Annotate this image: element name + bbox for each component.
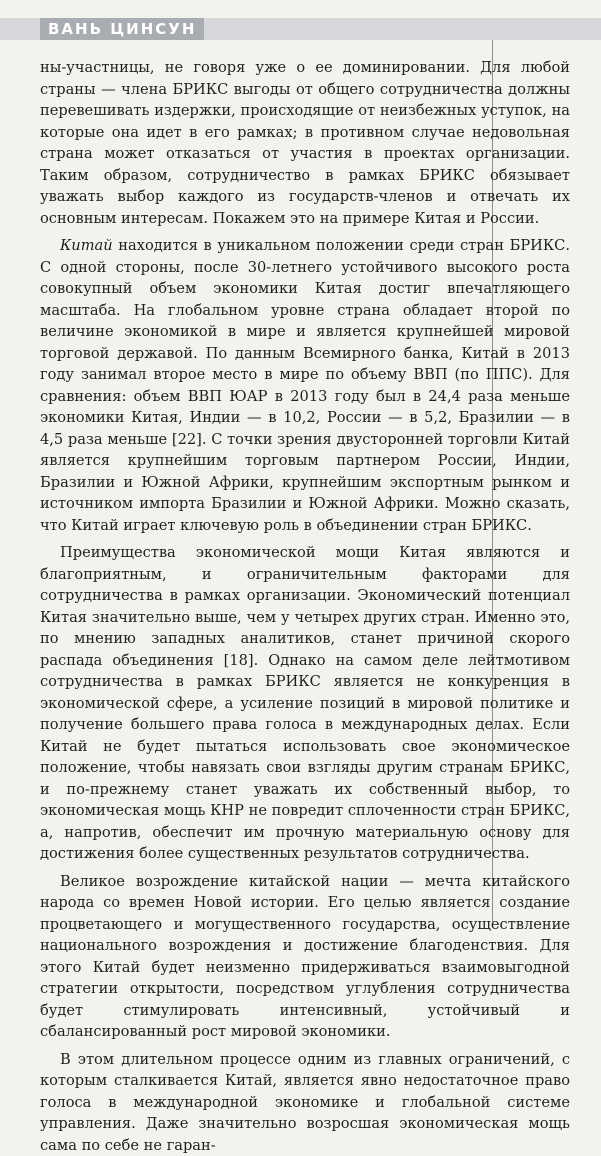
paragraph-2-text: находится в уникальном положении среди стран БРИКС. С одной стороны, после 30-летнего устойчивого высокого роста совокупный объем экономики Китая достиг впечатляющего масштаба. На глобальном уровне страна обладает второй по величине экономикой в мире и является крупнейшей мировой торговой державой. По данным Всемирного банка, Китай в 2013 году занимал второе место в мире по объему ВВП (по ППС). Для сравнения: объем ВВП ЮАР в 2013 году был в 24,4 раза меньше экономики Китая, Индии — в 10,2, России — в 5,2, Бразилии — в 4,5 раза меньше [22]. С точки зрения двусторонней торговли Китай является крупнейшим торговым партнером России, Индии, Бразилии и Южной Африки, крупнейшим экспортным рынком и источником импорта Бразилии и Южной Африки. Можно сказать, что Китай играет ключевую роль в объединении стран БРИКС. [40,237,570,534]
paragraph-3 [40,542,570,865]
paragraph-5-text: В этом длительном процессе одним из главных ограничений, с которым сталкивается Китай, является явно недостаточное право голоса в международной экономике и глобальной системе управления. Даже значительно возросшая экономическая мощь сама по себе не гаран- [40,1051,570,1154]
running-head: ВАНЬ ЦИНСУН [40,18,204,40]
paragraph-5 [40,1049,570,1156]
paragraph-1 [40,57,570,229]
paragraph-2-lead: Китай [60,237,113,254]
paragraph-2 [40,235,570,536]
paragraph-1-text: ны-участницы, не говоря уже о ее доминировании. Для любой страны — члена БРИКС выгоды от общего сотрудничества должны перевешивать издержки, происходящие от неизбежных уступок, на которые она идет в его рамках; в противном случае недовольная страна может отказаться от участия в проектах организации. Таким образом, сотрудничество в рамках БРИКС обязывает уважать выбор каждого из государств-членов и отвечать их основным интересам. Покажем это на примере Китая и России. [40,59,570,227]
paragraph-3-text: Преимущества экономической мощи Китая являются и благоприятным, и ограничительным факторами для сотрудничества в рамках организации. Экономический потенциал Китая значительно выше, чем у четырех других стран. Именно это, по мнению западных аналитиков, станет причиной скорого распада объединения [18]. Однако на самом деле лейтмотивом сотрудничества в рамках БРИКС является не конкуренция в экономической сфере, а усиление позиций в мировой политике и получение большего права голоса в международных делах. Если Китай не будет пытаться использовать свое экономическое положение, чтобы навязать свои взгляды другим странам БРИКС, и по-прежнему станет уважать их собственный выбор, то экономическая мощь КНР не повредит сплоченности стран БРИКС, а, напротив, обеспечит им прочную материальную основу для достижения более существенных результатов сотрудничества. [40,544,570,862]
paragraph-4-text: Великое возрождение китайской нации — мечта китайского народа со времен Новой истории. Его целью является создание процветающего и могущественного государства, осуществление национального возрождения и достижение благоденствия. Для этого Китай будет неизменно придерживаться взаимовыгодной стратегии открытости, посредством углубления сотрудничества будет стимулировать интенсивный, устойчивый и сбалансированный рост мировой экономики. [40,873,570,1041]
page-body [40,57,570,1156]
paragraph-4 [40,871,570,1043]
